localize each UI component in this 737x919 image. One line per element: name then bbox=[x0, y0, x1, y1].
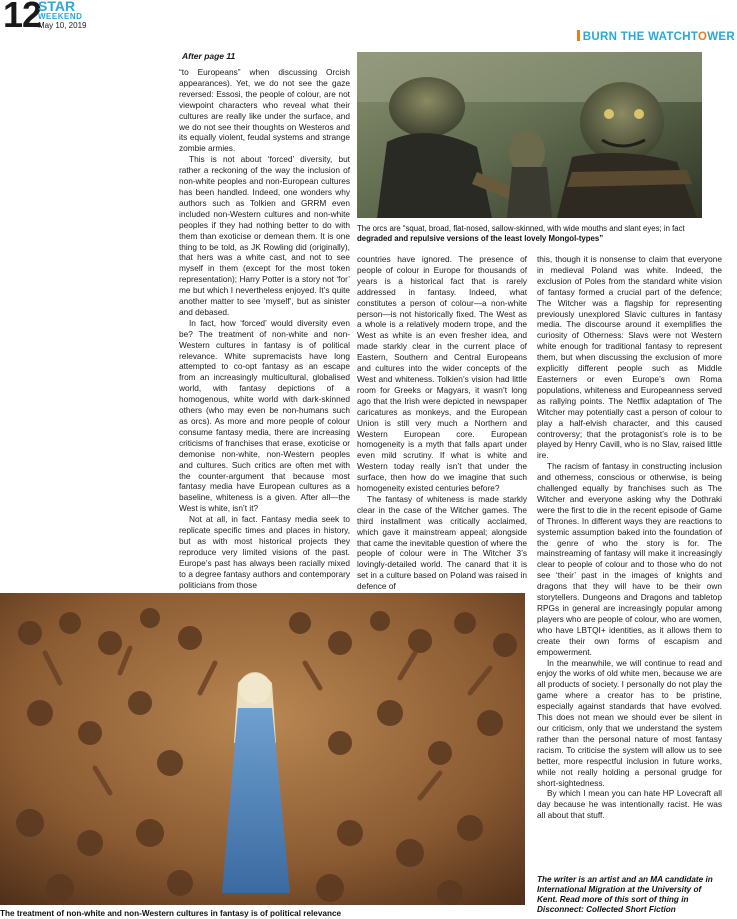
paragraph: This is not about ‘forced’ diversity, but rather a reckoning of the way the inclusion of non-white peoples and non-European cultures has been handled. Indeed, one wonders why authors such as Tolkien and GRRM even included non-Western cultures and non-white peoples if they had nothing better to do with them than exoticise or demean them. It is one thing to be told, as JK Rowling did (originally), that hers was a white cast, and not to see myself in them (except for the most token representation); Harry Potter is a story not ‘for’ me but which I nevertheless enjoyed. It’s quite another matter to see ‘myself’, but as sinister and debased. bbox=[179, 154, 350, 317]
orcs-photo-graphic bbox=[357, 52, 702, 218]
article-column-1 bbox=[179, 67, 350, 591]
paragraph: The fantasy of whiteness is made starkly clear in the case of the Witcher games. The third installment was critically acclaimed, which gave it mainstream appeal; alongside that came the inevitable question of where the people of colour were in The Witcher 3’s lovingly-detailed world. The canard that it is set in a culture based on Poland was raised in defence of bbox=[357, 493, 527, 592]
article-column-2 bbox=[357, 254, 527, 592]
article-column-3 bbox=[537, 254, 722, 821]
brand-logo: STAR bbox=[38, 0, 76, 14]
paragraph: this, though it is nonsense to claim that everyone in medieval Poland was white. Indeed, the exclusion of Poles from the standard white vision of fantasy formed a crucial part of the defence; The Witcher was a flagship for representing previously unexplored Slavic cultures in fantasy media. The discourse around it exemplifies the curiosity of Otherness: Slavs were not Western white enough for traditional fantasy to represent them, but when discussing the exclusion of more explicitly different people such as Middle Easterners or even Europe’s own Roma populations, whiteness and Europeanness served as rallying points. The Netflix adaptation of The Witcher may potentially cast a person of colour to play a half-elvish character, and this caused controversy; that the protagonist’s role is to be played by Henry Cavill, who is no Slav, raised little ire. bbox=[537, 254, 722, 461]
paragraph: “to Europeans” when discussing Orcish appearances). Yet, we do not see the gaze reversed: Essosi, the people of colour, are not viewpoint characters who reveal what their cultures are really like under the surface, and we do not see their thoughts on Westeros and its equally violent, feudal systems and strange zombie armies. bbox=[179, 67, 350, 154]
crowd-photo-graphic bbox=[0, 593, 525, 905]
section-title-accent: O bbox=[698, 31, 708, 43]
issue-date: May 10, 2019 bbox=[38, 21, 87, 30]
continued-from: After page 11 bbox=[182, 51, 236, 61]
page-number: 12 bbox=[3, 0, 42, 35]
orcs-caption: The orcs are “squat, broad, flat-nosed, sallow-skinned, with wide mouths and slant eyes; in fact degraded and repulsive versions of the least lovely Mongol-types” bbox=[357, 224, 685, 243]
section-bar-icon bbox=[577, 30, 580, 41]
brand-sub: WEEKEND bbox=[38, 12, 83, 21]
paragraph: In the meanwhile, we will continue to read and enjoy the works of old white men, because we are all products of society. I personally do not play the game where a creator has to be pristine, especially against standards that have evolved. This does not mean we should ever be silent in our criticism, only that we understand the system rather than the personal nature of most fantasy racism. To criticise the system will allow us to see better, more respectful inclusion in future works, while not really holding a personal grudge for short-sightedness. bbox=[537, 657, 722, 788]
crowd-photo bbox=[0, 593, 525, 905]
author-bio: The writer is an artist and an MA candidate in International Migration at the University of Kent. Read more of this sort of thing in Disconnect: Collected Short Fiction bbox=[537, 875, 713, 914]
paragraph: Not at all, in fact. Fantasy media seek to replicate specific times and places in history, but as with most historical projects they reproduce very limited visions of the past. Europe’s past has always been racially mixed to a degree fantasy authors and contemporary politicians from those bbox=[179, 514, 350, 590]
paragraph: The racism of fantasy in constructing inclusion and otherness, conscious or otherwise, is being challenged equally by franchises such as The Witcher and everyone asking why the Dothraki were the first to die in the recent episode of Game of Thrones. In different ways they are reactions to systemic assumption baked into the foundation of the genre of who the story is for. The mainstreaming of fantasy will make it increasingly clear to people of colour and to those who do not see ‘their’ past in the images of knights and dragons that they will have to be their own storytellers. Dungeons and Dragons and tabletop RPGs in general are increasingly popular among players who are people of colour, who are women, who have LBTQI+ identities, as it allows them to create their own forms of escapism and empowerment. bbox=[537, 461, 722, 657]
paragraph: countries have ignored. The presence of people of colour in Europe for thousands of years is a historical fact that is rarely addressed in fantasy. Indeed, what constitutes a person of colour—a non-white person—is not historically fixed. The West as a whole is a relatively modern trope, and the West as white is an even fresher idea, and made starkly clear in the current place of Eastern, Southern and Central Europeans and cultures into the wider concepts of the West and whiteness. Tolkien’s vision had little room for Greeks or Magyars, it wasn’t long ago that the Irish were depicted in newspaper caricatures as monkeys, and the European Union is still very much a Northern and Western European core. European homogeneity is a myth that falls apart under even mild scrutiny. If what is white and Western today really isn’t that under the surface, then how do we imagine that such homogeneity existed centuries before? bbox=[357, 254, 527, 494]
paragraph: By which I mean you can hate HP Lovecraft all day because he was intentionally racist. He was all about that stuff. bbox=[537, 788, 722, 821]
section-title: BURN THE WATCHTOWER bbox=[577, 30, 735, 43]
paragraph: In fact, how ‘forced’ would diversity even be? The treatment of non-white and non-Western cultures in fantasy is of political relevance. White supremacists have long attempted to co-opt fantasy as an escape from an increasingly multicultural, globalised world, with fantasy depictions of a homogenous, white world with dark-skinned others (who may even be non-humans such as orcs). As more and more people of colour consume fantasy media, there are increasing criticisms of franchises that erase, exoticise or demonise non-white, non-Western peoples and cultures. Such critics are often met with the counter-argument that because most fantasy media have European cultures as a baseline, whiteness is a given. After all—the West is white, isn’t it? bbox=[179, 317, 350, 514]
orcs-photo bbox=[357, 52, 702, 218]
crowd-caption: The treatment of non-white and non-Western cultures in fantasy is of political relevance bbox=[0, 909, 342, 918]
